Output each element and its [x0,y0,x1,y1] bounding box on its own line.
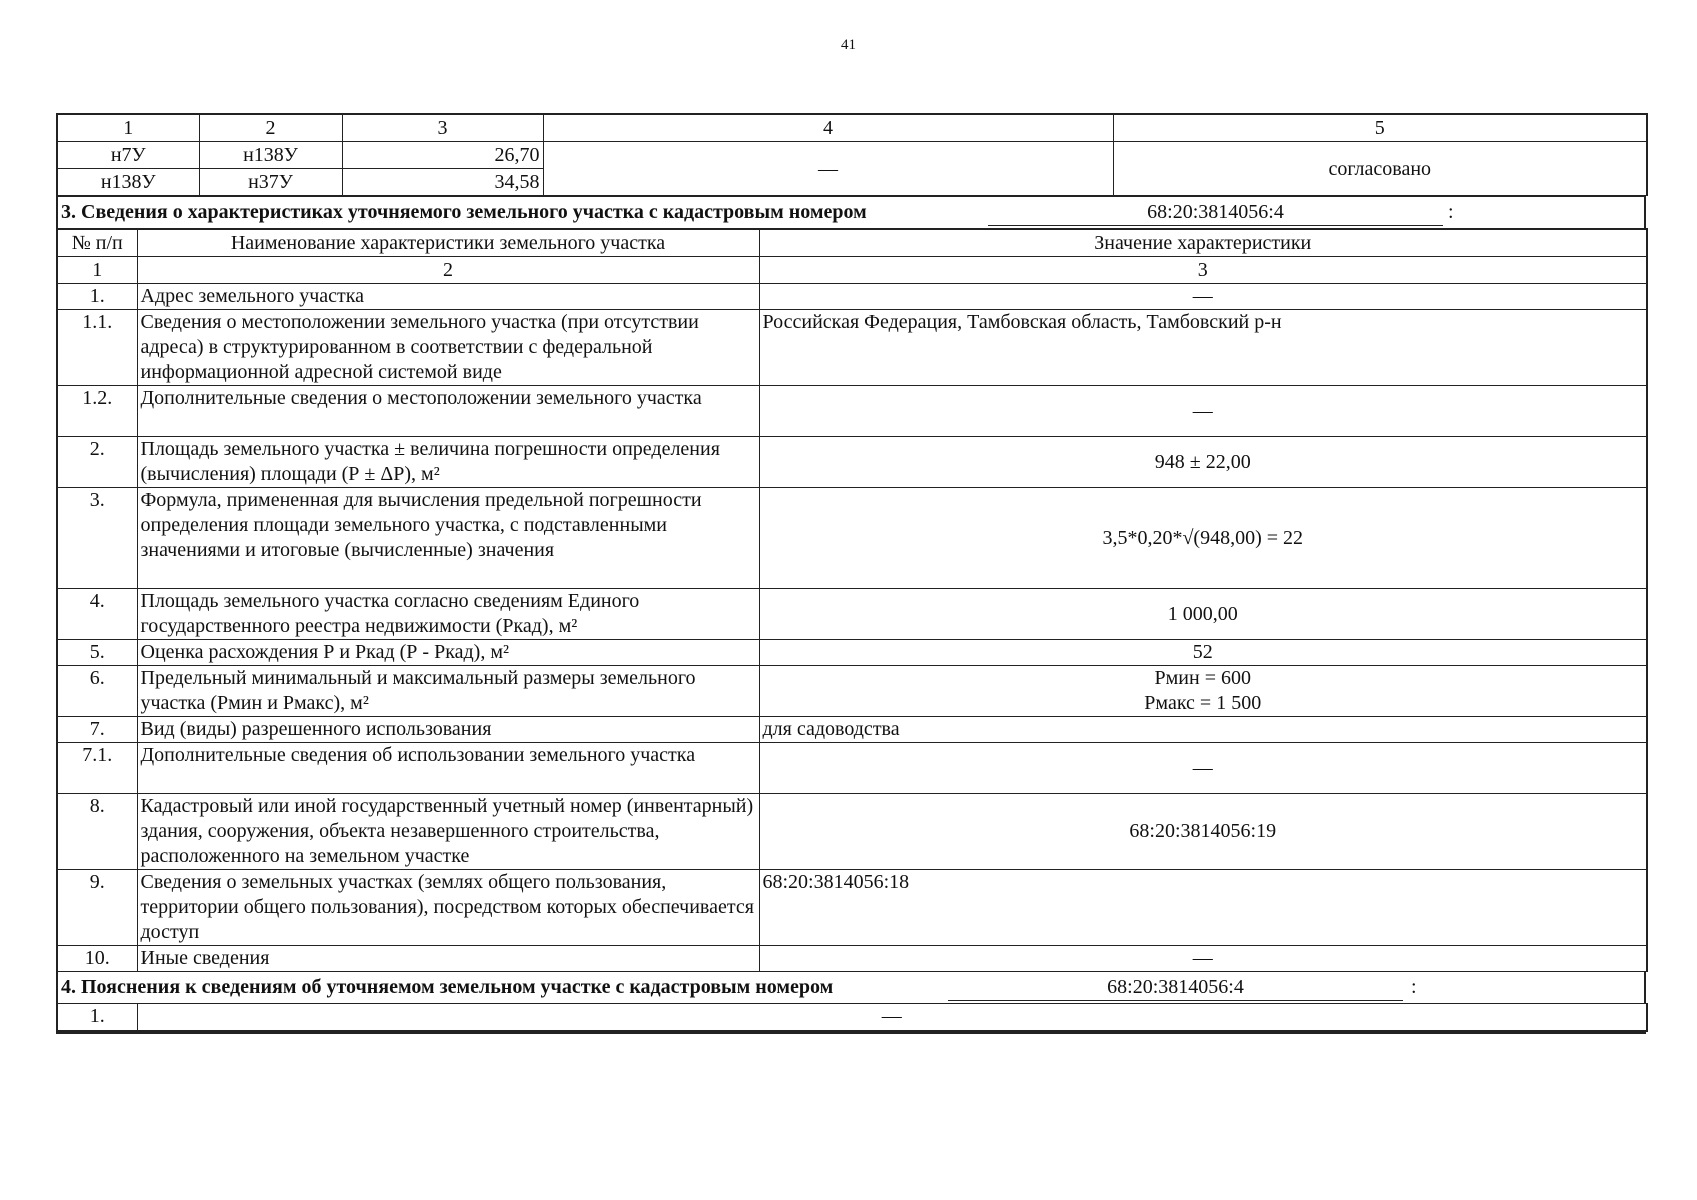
characteristic-name: Дополнительные сведения о местоположении земельного участка [137,386,759,437]
header-cell: 4 [543,114,1113,142]
row-number: 1.2. [57,386,137,437]
row-number: 1. [57,1004,137,1032]
characteristic-name: Вид (виды) разрешенного использования [137,717,759,743]
segment-length: 26,70 [342,142,543,169]
row-number: 1. [57,284,137,310]
section4-colon: : [1411,976,1417,998]
table-row [57,488,1647,589]
row-number: 9. [57,870,137,946]
table-row [57,640,1647,666]
row-number: 3. [57,488,137,589]
table-row [57,386,1647,437]
min-area-value: Рмин = 600 [1154,667,1251,689]
header-cell: 3 [342,114,543,142]
characteristics-table [56,228,1648,972]
section4-title-row [56,972,1646,1003]
table-row [57,589,1647,640]
table-row [57,666,1647,717]
characteristic-name: Площадь земельного участка согласно сведениям Единого государственного реестра недвижимости (Ркад), м² [137,589,759,640]
section3-colon: : [1448,201,1454,223]
characteristic-value: 1 000,00 [759,589,1647,640]
characteristic-name: Адрес земельного участка [137,284,759,310]
row-number: 10. [57,946,137,972]
point-to: н138У [199,142,342,169]
header-cell: 2 [199,114,342,142]
header-cell: 1 [57,114,199,142]
table-row [57,142,1647,169]
characteristic-name: Дополнительные сведения об использовании земельного участка [137,743,759,794]
table-row [57,284,1647,310]
header-number: 1 [57,257,137,284]
table-row [57,437,1647,488]
characteristic-value: 68:20:3814056:18 [759,870,1647,946]
characteristic-name: Предельный минимальный и максимальный размеры земельного участка (Рмин и Рмакс), м² [137,666,759,717]
characteristic-name: Иные сведения [137,946,759,972]
characteristic-name: Кадастровый или иной государственный учетный номер (инвентарный) здания, сооружения, объекта незавершенного строительства, расположенного на земельном участке [137,794,759,870]
col4-value: — [543,142,1113,196]
table-row [57,717,1647,743]
characteristic-value: 948 ± 22,00 [759,437,1647,488]
approval-status: согласовано [1113,142,1647,196]
characteristic-value: — [759,284,1647,310]
row-number: 7.1. [57,743,137,794]
characteristic-name: Оценка расхождения Р и Ркад (Р - Ркад), м² [137,640,759,666]
header-cell: Значение характеристики [759,229,1647,257]
notes-table [56,1003,1648,1032]
table-row [57,870,1647,946]
point-from: н7У [57,142,199,169]
boundary-table-header [57,114,1647,142]
characteristic-value [759,666,1647,717]
segment-length: 34,58 [342,169,543,196]
table-row [57,794,1647,870]
boundary-table [56,113,1648,196]
table-row [57,310,1647,386]
row-number: 4. [57,589,137,640]
characteristic-name: Формула, примененная для вычисления предельной погрешности определения площади земельного участка, с подставленными значениями и итоговые (вычисленные) значения [137,488,759,589]
characteristic-value: для садоводства [759,717,1647,743]
document-content [56,113,1646,1036]
characteristic-value: 3,5*0,20*√(948,00) = 22 [759,488,1647,589]
characteristics-header [57,229,1647,257]
header-number: 2 [137,257,759,284]
row-number: 8. [57,794,137,870]
point-from: н138У [57,169,199,196]
page-number: 41 [841,37,856,53]
characteristic-value: Российская Федерация, Тамбовская область, Тамбовский р-н [759,310,1647,386]
row-number: 5. [57,640,137,666]
characteristic-value: — [759,386,1647,437]
row-number: 7. [57,717,137,743]
characteristic-name: Площадь земельного участка ± величина погрешности определения (вычисления) площади (Р ± ΔР), м² [137,437,759,488]
row-number: 6. [57,666,137,717]
section3-cadastral-number: 68:20:3814056:4 [988,197,1443,226]
section4-title: 4. Пояснения к сведениям об уточняемом земельном участке с кадастровым номером [61,976,834,998]
section4-cadastral-number: 68:20:3814056:4 [948,972,1403,1001]
characteristic-value: — [759,743,1647,794]
characteristic-name: Сведения о местоположении земельного участка (при отсутствии адреса) в структурированном в соответствии с федеральной информационной адресной системой виде [137,310,759,386]
header-number: 3 [759,257,1647,284]
characteristics-header-numbers [57,257,1647,284]
table-row [57,1004,1647,1032]
max-area-value: Рмакс = 1 500 [1144,692,1262,714]
row-number: 2. [57,437,137,488]
header-cell: № п/п [57,229,137,257]
point-to: н37У [199,169,342,196]
row-number: 1.1. [57,310,137,386]
section3-title-row [56,196,1646,228]
characteristic-value: 52 [759,640,1647,666]
table-row [57,946,1647,972]
bottom-border [56,1032,1646,1036]
characteristic-name: Сведения о земельных участках (землях общего пользования, территории общего пользования), посредством которых обеспечивается доступ [137,870,759,946]
table-row [57,743,1647,794]
section3-title: 3. Сведения о характеристиках уточняемого земельного участка с кадастровым номером [61,201,867,223]
header-cell: 5 [1113,114,1647,142]
header-cell: Наименование характеристики земельного участка [137,229,759,257]
characteristic-value: — [759,946,1647,972]
characteristic-value: 68:20:3814056:19 [759,794,1647,870]
note-value: — [137,1004,1647,1032]
